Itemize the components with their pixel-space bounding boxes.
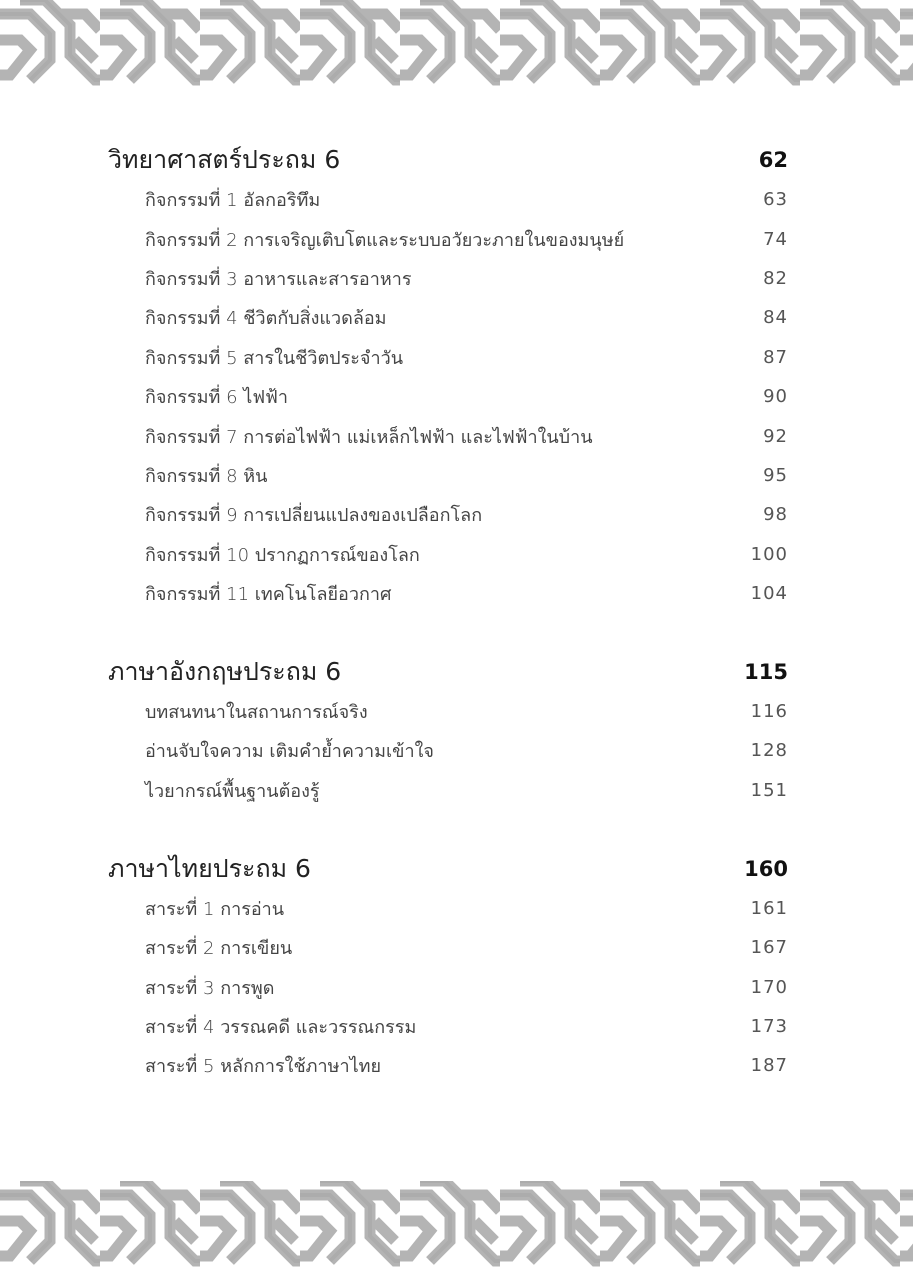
section-title: วิทยาศาสตร์ประถม 6 [108, 145, 341, 174]
entry-page-number: 100 [750, 543, 788, 565]
toc-entry[interactable] [108, 771, 788, 810]
section-page-number: 62 [758, 148, 788, 172]
toc-entry[interactable] [108, 219, 788, 258]
section-title: ภาษาไทยประถม 6 [108, 853, 311, 883]
toc-entry[interactable] [108, 259, 788, 298]
entry-page-number: 95 [763, 464, 788, 486]
entry-page-number: 90 [763, 386, 788, 408]
toc-section [108, 652, 788, 810]
entry-page-number: 87 [763, 346, 788, 368]
entry-title: สาระที่ 3 การพูด [145, 977, 275, 999]
entry-page-number: 104 [750, 583, 788, 605]
toc-entry[interactable] [108, 731, 788, 770]
entry-title: กิจกรรมที่ 4 ชีวิตกับสิ่งแวดล้อม [145, 308, 387, 330]
entry-page-number: 63 [763, 189, 788, 211]
entry-title: กิจกรรมที่ 10 ปรากฏการณ์ของโลก [145, 544, 420, 566]
entry-page-number: 128 [750, 740, 788, 762]
decorative-pattern-header [0, 0, 913, 88]
entry-page-number: 173 [750, 1016, 788, 1038]
toc-section [108, 849, 788, 1086]
entry-page-number: 151 [750, 779, 788, 801]
entry-page-number: 92 [763, 425, 788, 447]
entry-title: กิจกรรมที่ 9 การเปลี่ยนแปลงของเปลือกโลก [145, 505, 483, 527]
toc-entry[interactable] [108, 377, 788, 416]
entry-title: บทสนทนาในสถานการณ์จริง [145, 702, 368, 724]
toc-entry[interactable] [108, 1007, 788, 1046]
toc-entry[interactable] [108, 338, 788, 377]
toc-entry[interactable] [108, 692, 788, 731]
toc-entry[interactable] [108, 180, 788, 219]
section-heading[interactable] [108, 849, 788, 889]
section-title: ภาษาอังกฤษประถม 6 [108, 656, 342, 686]
entry-page-number: 161 [750, 897, 788, 919]
entry-page-number: 170 [750, 976, 788, 998]
entry-page-number: 187 [750, 1055, 788, 1077]
entry-title: สาระที่ 5 หลักการใช้ภาษาไทย [145, 1056, 382, 1078]
toc-entry[interactable] [108, 416, 788, 455]
toc-entry[interactable] [108, 298, 788, 337]
toc-entry[interactable] [108, 928, 788, 967]
section-page-number: 160 [744, 856, 788, 881]
toc-entry[interactable] [108, 574, 788, 613]
table-of-contents [108, 140, 788, 1086]
entry-page-number: 116 [750, 701, 788, 723]
entry-page-number: 98 [763, 504, 788, 526]
entry-title: อ่านจับใจความ เติมคำย้ำความเข้าใจ [145, 741, 434, 763]
entry-title: สาระที่ 2 การเขียน [145, 938, 293, 960]
entry-title: กิจกรรมที่ 6 ไฟฟ้า [145, 387, 288, 409]
entry-page-number: 84 [763, 307, 788, 329]
section-page-number: 115 [744, 659, 788, 684]
toc-entry[interactable] [108, 495, 788, 534]
entry-title: สาระที่ 4 วรรณคดี และวรรณกรรม [145, 1017, 417, 1039]
toc-entry[interactable] [108, 456, 788, 495]
toc-entry[interactable] [108, 889, 788, 928]
entry-title: กิจกรรมที่ 8 หิน [145, 465, 268, 487]
decorative-pattern-footer [0, 1181, 913, 1269]
entry-title: กิจกรรมที่ 2 การเจริญเติบโตและระบบอวัยวะภายในของมนุษย์ [145, 229, 625, 251]
toc-entry[interactable] [108, 535, 788, 574]
entry-page-number: 82 [763, 267, 788, 289]
entry-title: กิจกรรมที่ 5 สารในชีวิตประจำวัน [145, 347, 404, 369]
toc-section [108, 140, 788, 613]
entry-title: กิจกรรมที่ 11 เทคโนโลยีอวกาศ [145, 584, 392, 606]
entry-title: กิจกรรมที่ 3 อาหารและสารอาหาร [145, 268, 412, 290]
entry-title: กิจกรรมที่ 1 อัลกอริทึม [145, 190, 321, 212]
section-heading[interactable] [108, 140, 788, 180]
entry-title: กิจกรรมที่ 7 การต่อไฟฟ้า แม่เหล็กไฟฟ้า และไฟฟ้าในบ้าน [145, 426, 593, 448]
toc-entry[interactable] [108, 1046, 788, 1085]
entry-page-number: 167 [750, 937, 788, 959]
toc-entry[interactable] [108, 967, 788, 1006]
entry-page-number: 74 [763, 228, 788, 250]
section-heading[interactable] [108, 652, 788, 692]
entry-title: สาระที่ 1 การอ่าน [145, 898, 285, 920]
entry-title: ไวยากรณ์พื้นฐานต้องรู้ [145, 780, 320, 802]
